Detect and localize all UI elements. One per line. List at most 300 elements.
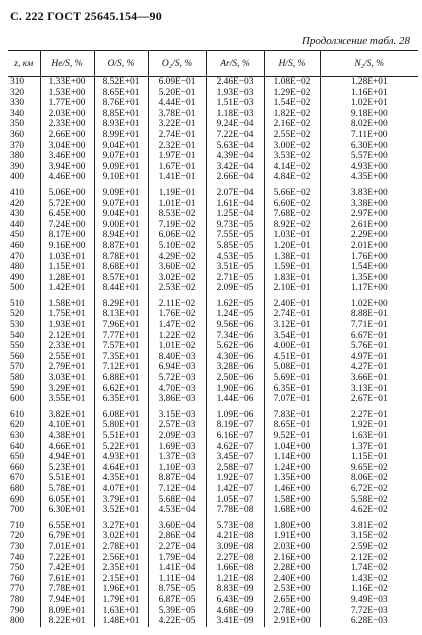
table-row [8, 484, 418, 495]
cell-h: 2.40E+00 [264, 574, 320, 585]
cell-o2: 5.68E−04 [148, 495, 206, 506]
cell-o: 8.57E+01 [94, 273, 148, 284]
cell-altitude: 450 [10, 230, 25, 241]
cell-o2: 2.32E−01 [148, 141, 206, 152]
cell-h: 3.54E−01 [264, 331, 320, 342]
cell-ar: 4.21E−08 [206, 531, 264, 542]
cell-h: 1.04E+00 [264, 442, 320, 453]
cell-h: 2.28E+00 [264, 563, 320, 574]
cell-n2: 9.65E−02 [320, 463, 418, 474]
cell-n2: 1.37E−01 [320, 442, 418, 453]
cell-n2: 2.12E−02 [320, 553, 418, 564]
cell-o: 9.09E+01 [94, 188, 148, 199]
cell-ar: 2.46E−03 [206, 77, 264, 88]
table-row [8, 230, 418, 241]
cell-h: 4.14E−02 [264, 162, 320, 173]
cell-altitude: 420 [10, 198, 25, 209]
cell-o: 4.07E+01 [94, 484, 148, 495]
cell-altitude: 790 [10, 605, 25, 616]
cell-altitude: 780 [10, 594, 25, 605]
table-row [8, 309, 418, 320]
table-row [8, 162, 418, 173]
cell-o2: 1.76E−02 [148, 309, 206, 320]
cell-h: 1.68E+00 [264, 505, 320, 516]
cell-o: 8.94E+01 [94, 230, 148, 241]
cell-altitude: 360 [10, 129, 25, 140]
cell-o: 7.35E+01 [94, 352, 148, 363]
cell-o: 6.08E+01 [94, 410, 148, 421]
table-row [8, 420, 418, 431]
cell-altitude: 460 [10, 240, 25, 251]
cell-n2: 6.72E−02 [320, 484, 418, 495]
cell-altitude: 580 [10, 373, 25, 384]
cell-he: 7.78E+01 [40, 584, 94, 595]
cell-altitude: 730 [10, 541, 25, 552]
cell-o2: 8.87E−04 [148, 473, 206, 484]
cell-h: 7.68E−02 [264, 209, 320, 220]
table-row [8, 563, 418, 574]
cell-o: 2.78E+01 [94, 542, 148, 553]
table-row [8, 595, 418, 606]
cell-n2: 4.62E−02 [320, 505, 418, 516]
cell-h: 8.92E−02 [264, 220, 320, 231]
cell-h: 5.66E−02 [264, 188, 320, 199]
cell-altitude: 470 [10, 251, 25, 262]
cell-o2: 5.39E−05 [148, 606, 206, 617]
cell-ar: 1.92E−07 [206, 473, 264, 484]
cell-o2: 6.87E−05 [148, 595, 206, 606]
cell-altitude: 530 [10, 320, 25, 331]
cell-ar: 2.09E−05 [206, 283, 264, 294]
table-body [8, 77, 418, 627]
table-row [8, 473, 418, 484]
cell-ar: 4.62E−07 [206, 442, 264, 453]
cell-o: 7.77E+01 [94, 331, 148, 342]
cell-o: 8.85E+01 [94, 109, 148, 120]
cell-h: 2.78E+00 [264, 606, 320, 617]
cell-ar: 8.83E−09 [206, 584, 264, 595]
cell-o2: 1.11E−04 [148, 574, 206, 585]
cell-n2: 1.16E+01 [320, 88, 418, 99]
cell-h: 1.03E−01 [264, 230, 320, 241]
cell-ar: 7.34E−06 [206, 331, 264, 342]
cell-n2: 1.43E−02 [320, 574, 418, 585]
cell-h: 9.52E−01 [264, 431, 320, 442]
cell-he: 4.10E+01 [40, 420, 94, 431]
cell-ar: 1.44E−06 [206, 394, 264, 405]
cell-ar: 1.24E−05 [206, 309, 264, 320]
cell-o: 6.88E+01 [94, 373, 148, 384]
cell-h: 4.51E−01 [264, 352, 320, 363]
cell-ar: 1.66E−08 [206, 563, 264, 574]
cell-o2: 7.19E−02 [148, 220, 206, 231]
cell-he: 5.23E+01 [40, 463, 94, 474]
cell-he: 9.16E+00 [40, 241, 94, 252]
cell-ar: 6.16E−07 [206, 431, 264, 442]
cell-altitude: 610 [10, 409, 25, 420]
cell-h: 5.69E−01 [264, 373, 320, 384]
table-row [8, 606, 418, 617]
cell-altitude: 390 [10, 161, 25, 172]
cell-h: 1.83E−01 [264, 273, 320, 284]
table-row [8, 463, 418, 474]
cell-altitude: 700 [10, 505, 25, 516]
cell-altitude: 570 [10, 362, 25, 373]
cell-n2: 2.29E+00 [320, 230, 418, 241]
cell-altitude: 520 [10, 309, 25, 320]
cell-ar: 3.41E−09 [206, 616, 264, 627]
table-row [8, 109, 418, 120]
cell-he: 1.58E+01 [40, 299, 94, 310]
table-row [8, 394, 418, 405]
cell-altitude: 630 [10, 431, 25, 441]
table-row [8, 505, 418, 516]
table-row [8, 88, 418, 99]
cell-n2: 4.97E−01 [320, 352, 418, 363]
cell-ar: 6.43E−09 [206, 595, 264, 606]
table-row [8, 531, 418, 542]
cell-altitude: 410 [10, 187, 25, 198]
cell-ar: 5.63E−04 [206, 141, 264, 152]
table-row [8, 553, 418, 564]
cell-he: 7.61E+01 [40, 574, 94, 585]
cell-o: 8.44E+01 [94, 283, 148, 294]
cell-ar: 1.93E−03 [206, 88, 264, 99]
table-row [8, 172, 418, 183]
cell-ar: 1.25E−04 [206, 209, 264, 220]
cell-o2: 1.41E−01 [148, 172, 206, 183]
cell-ar: 3.45E−07 [206, 452, 264, 463]
cell-o: 8.29E+01 [94, 299, 148, 310]
cell-o: 8.78E+01 [94, 252, 148, 263]
table-row [8, 241, 418, 252]
cell-n2: 3.13E−01 [320, 384, 418, 395]
table-row [8, 188, 418, 199]
cell-he: 2.79E+01 [40, 362, 94, 373]
cell-n2: 1.74E−02 [320, 563, 418, 574]
cell-o: 4.64E+01 [94, 463, 148, 474]
cell-o: 9.00E+01 [94, 220, 148, 231]
cell-n2: 4.35E+00 [320, 172, 418, 183]
cell-o2: 4.70E−03 [148, 384, 206, 395]
cell-o: 8.68E+01 [94, 262, 148, 273]
cell-he: 3.82E+01 [40, 410, 94, 421]
cell-o: 8.93E+01 [94, 119, 148, 130]
cell-o: 7.57E+01 [94, 341, 148, 352]
cell-h: 1.82E−02 [264, 109, 320, 120]
cell-o2: 2.86E−04 [148, 531, 206, 542]
cell-n2: 2.97E+00 [320, 209, 418, 220]
cell-o2: 1.19E−01 [148, 188, 206, 199]
table-row [8, 299, 418, 310]
cell-n2: 4.93E+00 [320, 162, 418, 173]
cell-ar: 1.21E−08 [206, 574, 264, 585]
cell-n2: 8.06E−02 [320, 473, 418, 484]
cell-n2: 5.58E−02 [320, 495, 418, 506]
cell-he: 2.33E+01 [40, 341, 94, 352]
cell-he: 7.42E+01 [40, 563, 94, 574]
cell-altitude: 640 [10, 441, 25, 452]
table-row [8, 384, 418, 395]
cell-o: 8.87E+01 [94, 241, 148, 252]
cell-ar: 1.62E−05 [206, 299, 264, 310]
cell-ar: 7.22E−04 [206, 130, 264, 141]
cell-h: 1.20E−01 [264, 241, 320, 252]
cell-ar: 1.51E−03 [206, 98, 264, 109]
cell-he: 5.78E+01 [40, 484, 94, 495]
cell-o2: 3.60E−02 [148, 262, 206, 273]
cell-h: 1.91E+00 [264, 531, 320, 542]
cell-o: 9.09E+01 [94, 162, 148, 173]
table-row [8, 574, 418, 585]
cell-he: 4.94E+01 [40, 452, 94, 463]
cell-o: 3.79E+01 [94, 495, 148, 506]
cell-altitude: 600 [10, 394, 25, 405]
cell-he: 8.09E+01 [40, 606, 94, 617]
cell-he: 3.55E+01 [40, 394, 94, 405]
cell-ar: 4.30E−06 [206, 352, 264, 363]
cell-altitude: 500 [10, 283, 25, 294]
cell-o: 7.96E+01 [94, 320, 148, 331]
cell-altitude: 620 [10, 420, 25, 431]
cell-n2: 7.11E+00 [320, 130, 418, 141]
cell-he: 2.55E+01 [40, 352, 94, 363]
table-row [8, 77, 418, 88]
cell-o2: 2.74E−01 [148, 130, 206, 141]
cell-ar: 3.42E−04 [206, 162, 264, 173]
cell-h: 3.00E−02 [264, 141, 320, 152]
cell-o2: 1.10E−03 [148, 463, 206, 474]
table-row [8, 442, 418, 453]
cell-o: 8.65E+01 [94, 88, 148, 99]
column-header-altitude: z, км [8, 51, 40, 77]
table-header [8, 51, 418, 77]
cell-he: 7.22E+01 [40, 553, 94, 564]
cell-n2: 2.59E−02 [320, 542, 418, 553]
cell-o2: 2.09E−03 [148, 431, 206, 442]
cell-n2: 5.76E−01 [320, 341, 418, 352]
cell-altitude: 540 [10, 330, 25, 341]
header-row [8, 51, 418, 77]
cell-n2: 1.92E−01 [320, 420, 418, 431]
cell-he: 3.04E+00 [40, 141, 94, 152]
cell-h: 2.03E+00 [264, 542, 320, 553]
cell-o: 9.04E+01 [94, 209, 148, 220]
cell-ar: 8.19E−07 [206, 420, 264, 431]
cell-n2: 6.28E−03 [320, 616, 418, 627]
cell-ar: 9.73E−05 [206, 220, 264, 231]
cell-h: 3.12E−01 [264, 320, 320, 331]
cell-h: 7.07E−01 [264, 394, 320, 405]
cell-altitude: 440 [10, 219, 25, 230]
cell-o2: 5.72E−03 [148, 373, 206, 384]
cell-h: 1.59E−01 [264, 262, 320, 273]
cell-he: 6.55E+01 [40, 521, 94, 532]
cell-o: 1.96E+01 [94, 584, 148, 595]
table-row [8, 252, 418, 263]
cell-o2: 8.40E−03 [148, 352, 206, 363]
table-continuation-caption: Продолжение табл. 28 [301, 35, 410, 47]
cell-h: 2.55E−02 [264, 130, 320, 141]
cell-n2: 3.15E−02 [320, 531, 418, 542]
cell-altitude: 550 [10, 341, 25, 352]
cell-he: 8.17E+00 [40, 230, 94, 241]
column-header-n2: N₂/S, % [320, 51, 418, 77]
cell-n2: 1.54E+00 [320, 262, 418, 273]
cell-h: 1.46E+00 [264, 484, 320, 495]
cell-h: 2.10E−01 [264, 283, 320, 294]
cell-o2: 1.22E−02 [148, 331, 206, 342]
cell-altitude: 430 [10, 209, 25, 220]
column-header-o2: O₂/S, % [148, 51, 206, 77]
table-row [8, 352, 418, 363]
cell-ar: 2.71E−05 [206, 273, 264, 284]
cell-h: 2.65E+00 [264, 595, 320, 606]
cell-altitude: 750 [10, 563, 25, 574]
cell-o: 4.35E+01 [94, 473, 148, 484]
cell-h: 4.00E−01 [264, 341, 320, 352]
cell-altitude: 690 [10, 494, 25, 505]
cell-h: 1.29E−02 [264, 88, 320, 99]
table-row [8, 521, 418, 532]
cell-o2: 3.78E−01 [148, 109, 206, 120]
cell-n2: 1.02E+00 [320, 299, 418, 310]
cell-h: 6.35E−01 [264, 384, 320, 395]
cell-ar: 2.66E−04 [206, 172, 264, 183]
cell-n2: 8.88E−01 [320, 309, 418, 320]
cell-o: 1.79E+01 [94, 595, 148, 606]
cell-altitude: 340 [10, 108, 25, 119]
table-row [8, 341, 418, 352]
cell-n2: 2.61E+00 [320, 220, 418, 231]
cell-he: 7.01E+01 [40, 542, 94, 553]
cell-he: 4.38E+01 [40, 431, 94, 442]
cell-o: 8.99E+01 [94, 130, 148, 141]
cell-o: 8.76E+01 [94, 98, 148, 109]
cell-altitude: 560 [10, 351, 25, 362]
table-row [8, 452, 418, 463]
table-row [8, 209, 418, 220]
table-row [8, 283, 418, 294]
cell-n2: 1.17E+00 [320, 283, 418, 294]
cell-h: 2.40E−01 [264, 299, 320, 310]
cell-o2: 1.37E−03 [148, 452, 206, 463]
cell-n2: 2.27E−01 [320, 410, 418, 421]
cell-he: 1.15E+01 [40, 262, 94, 273]
cell-altitude: 490 [10, 272, 25, 283]
cell-ar: 9.24E−04 [206, 119, 264, 130]
table-row [8, 331, 418, 342]
cell-altitude: 680 [10, 483, 25, 494]
cell-he: 6.30E+01 [40, 505, 94, 516]
cell-he: 7.94E+01 [40, 595, 94, 606]
cell-he: 1.53E+00 [40, 88, 94, 99]
cell-o2: 6.94E−03 [148, 362, 206, 373]
column-header-ar: Ar/S, % [206, 51, 264, 77]
cell-h: 1.08E−02 [264, 77, 320, 88]
cell-n2: 1.28E+01 [320, 77, 418, 88]
cell-he: 5.51E+01 [40, 473, 94, 484]
cell-ar: 1.61E−04 [206, 199, 264, 210]
cell-n2: 5.57E+00 [320, 151, 418, 162]
cell-o: 2.35E+01 [94, 563, 148, 574]
cell-o: 9.07E+01 [94, 151, 148, 162]
cell-o: 2.15E+01 [94, 574, 148, 585]
cell-altitude: 350 [10, 119, 25, 130]
cell-he: 8.22E+01 [40, 616, 94, 627]
cell-he: 6.05E+01 [40, 495, 94, 506]
cell-h: 2.74E−01 [264, 309, 320, 320]
cell-altitude: 400 [10, 172, 25, 183]
cell-n2: 1.15E−01 [320, 452, 418, 463]
cell-n2: 9.18E+00 [320, 109, 418, 120]
table-row [8, 262, 418, 273]
cell-n2: 7.71E−01 [320, 320, 418, 331]
cell-o2: 1.01E−02 [148, 341, 206, 352]
page-header: С. 222 ГОСТ 25645.154—90 [10, 9, 162, 23]
cell-ar: 7.55E−05 [206, 230, 264, 241]
cell-o: 3.02E+01 [94, 531, 148, 542]
cell-o: 5.80E+01 [94, 420, 148, 431]
cell-altitude: 370 [10, 140, 25, 151]
cell-n2: 8.02E+00 [320, 119, 418, 130]
cell-altitude: 670 [10, 473, 25, 484]
cell-o2: 8.53E−02 [148, 209, 206, 220]
cell-ar: 1.42E−07 [206, 484, 264, 495]
cell-ar: 2.27E−08 [206, 553, 264, 564]
cell-h: 2.16E−02 [264, 119, 320, 130]
cell-he: 2.03E+00 [40, 109, 94, 120]
cell-n2: 1.63E−01 [320, 431, 418, 442]
cell-altitude: 710 [10, 520, 25, 531]
cell-he: 2.66E+00 [40, 130, 94, 141]
cell-he: 1.42E+01 [40, 283, 94, 294]
table-row [8, 410, 418, 421]
cell-o2: 3.60E−04 [148, 521, 206, 532]
cell-o2: 3.86E−03 [148, 394, 206, 405]
table-row [8, 130, 418, 141]
cell-h: 1.58E+00 [264, 495, 320, 506]
cell-h: 1.14E+00 [264, 452, 320, 463]
cell-ar: 5.73E−08 [206, 521, 264, 532]
cell-he: 4.66E+01 [40, 442, 94, 453]
cell-he: 1.77E+00 [40, 98, 94, 109]
cell-o2: 6.09E−01 [148, 77, 206, 88]
table-row [8, 584, 418, 595]
cell-he: 3.46E+00 [40, 151, 94, 162]
table-row [8, 199, 418, 210]
cell-o: 1.63E+01 [94, 606, 148, 617]
cell-h: 7.83E−01 [264, 410, 320, 421]
cell-he: 4.46E+00 [40, 172, 94, 183]
cell-he: 3.29E+01 [40, 384, 94, 395]
cell-o2: 2.53E−02 [148, 283, 206, 294]
cell-o2: 4.29E−02 [148, 252, 206, 263]
cell-ar: 2.58E−07 [206, 463, 264, 474]
cell-o2: 3.15E−03 [148, 410, 206, 421]
cell-o2: 7.12E−04 [148, 484, 206, 495]
cell-n2: 1.35E+00 [320, 273, 418, 284]
cell-altitude: 650 [10, 452, 25, 463]
cell-n2: 3.38E+00 [320, 199, 418, 210]
cell-altitude: 510 [10, 298, 25, 309]
cell-n2: 9.49E−03 [320, 595, 418, 606]
cell-o: 9.07E+01 [94, 199, 148, 210]
table-row [8, 362, 418, 373]
cell-o2: 2.57E−03 [148, 420, 206, 431]
cell-he: 3.94E+00 [40, 162, 94, 173]
data-table [8, 50, 418, 627]
